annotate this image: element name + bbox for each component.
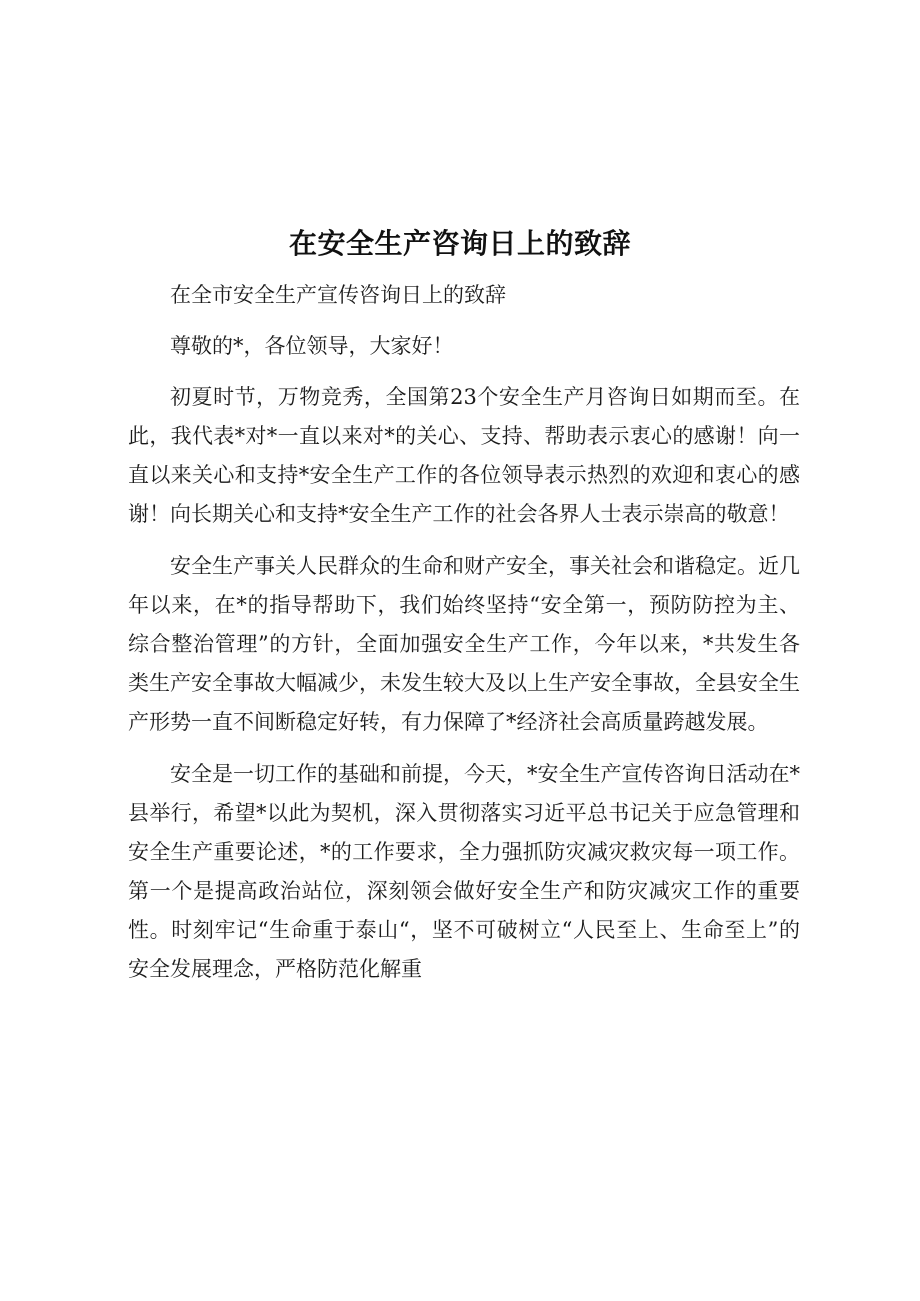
body-paragraph-safety-status: 安全生产事关人民群众的生命和财产安全，事关社会和谐稳定。近几年以来，在*的指导帮助下，我们始终坚持“安全第一，预防防控为主、综合整治管理”的方针，全面加强安全生产工作，今年以来，*共发生各类生产安全事故大幅减少，未发生较大及以上生产安全事故，全县安全生产形势一直不间断稳定好转，有力保障了*经济社会高质量跨越发展。: [128, 554, 800, 734]
greeting-paragraph: 尊敬的*，各位领导，大家好！: [170, 334, 454, 358]
page-title: 在安全生产咨询日上的致辞: [288, 227, 631, 260]
body-paragraph-thanks: 初夏时节，万物竞秀，全国第23个安全生产月咨询日如期而至。在此，我代表*对*一直以来对*的关心、支持、帮助表示衷心的感谢！向一直以来关心和支持*安全生产工作的各位领导表示热烈的欢迎和衷心的感谢！向长期关心和支持*安全生产工作的社会各界人士表示崇高的敬意！: [128, 385, 800, 526]
body-paragraph-requirements: 安全是一切工作的基础和前提，今天，*安全生产宣传咨询日活动在*县举行，希望*以此为契机，深入贯彻落实习近平总书记关于应急管理和安全生产重要论述，*的工作要求，全力强抓防灾减灾救灾每一项工作。第一个是提高政治站位，深刻领会做好安全生产和防灾减灾工作的重要性。时刻牢记“生命重于泰山“，坚不可破树立“人民至上、生命至上”的安全发展理念，严格防范化解重: [128, 762, 800, 981]
document-body: [128, 276, 800, 1002]
subtitle-paragraph: 在全市安全生产宣传咨询日上的致辞: [170, 283, 506, 307]
